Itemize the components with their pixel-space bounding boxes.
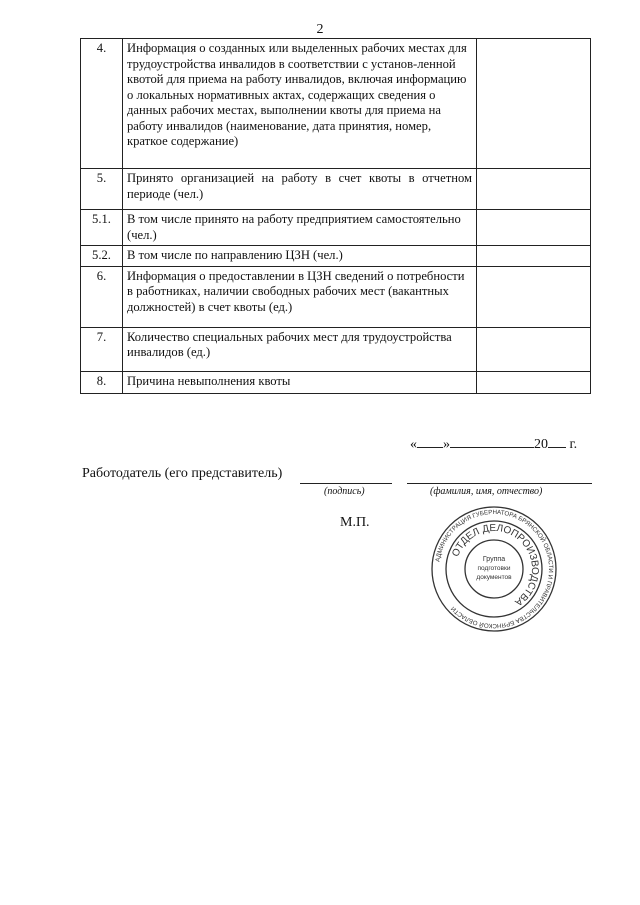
row-number: 7. [81,327,123,371]
full-name-caption: (фамилия, имя, отчество) [430,486,543,497]
row-description: Количество специальных рабочих мест для трудоустройства инвалидов (ед.) [123,327,477,371]
row-number: 5.2. [81,246,123,267]
row-value-cell [477,169,591,210]
table-row [81,246,591,267]
year-suffix: г. [569,437,578,452]
signature-caption: (подпись) [324,486,365,497]
stamp-center-line-2: подготовки [477,565,511,572]
date-close-quote: » [443,437,450,452]
row-value-cell [477,371,591,393]
table-row [81,266,591,327]
stamp-center-line-3: документов [476,574,512,581]
employer-label: Работодатель (его представитель) [82,466,283,481]
table-row [81,39,591,169]
row-number: 6. [81,266,123,327]
row-description: Принято организацией на работу в счет квоты в отчетном периоде (чел.) [123,169,477,210]
table-row [81,327,591,371]
row-description: В том числе по направлению ЦЗН (чел.) [123,246,477,267]
row-value-cell [477,327,591,371]
seal-place-label: М.П. [340,515,370,530]
row-description: Информация о созданных или выделенных рабочих местах для трудоустройства инвалидов в соответствии с установ-ленной квотой для приема на работу инвалидов, включая информацию о локальных нормативных актах, содержащих сведения о данных рабочих местах, выполнении квоты для приема на работу инвалидов (наименование, дата принятия, номер, краткое содержание) [123,39,477,169]
row-number: 5. [81,169,123,210]
row-description: В том числе принято на работу предприятием самостоятельно (чел.) [123,210,477,246]
row-value-cell [477,210,591,246]
date-line [410,433,577,453]
row-description: Информация о предоставлении в ЦЗН сведений о потребности в работниках, наличии свободных рабочих мест (вакантных должностей) в счет квоты (ед.) [123,266,477,327]
month-blank[interactable] [450,433,534,448]
page-number: 2 [316,22,324,37]
stamp-center-line-1: Группа [482,556,506,563]
row-value-cell [477,266,591,327]
row-number: 4. [81,39,123,169]
year-blank[interactable] [548,433,566,448]
quota-report-table [80,38,591,394]
table-row [81,210,591,246]
date-open-quote: « [410,437,417,452]
row-number: 5.1. [81,210,123,246]
day-blank[interactable] [417,433,443,448]
year-prefix: 20 [534,437,548,452]
row-value-cell [477,246,591,267]
row-description: Причина невыполнения квоты [123,371,477,393]
table-row [81,169,591,210]
table-row [81,371,591,393]
stamp-outer-text: АДМИНИСТРАЦИЯ ГУБЕРНАТОРА БРЯНСКОЙ ОБЛАСТИ И ПРАВИТЕЛЬСТВА БРЯНСКОЙ ОБЛАСТИ [434,508,555,630]
office-stamp [430,505,558,633]
row-number: 8. [81,371,123,393]
signature-line[interactable] [300,483,392,484]
stamp-middle-text: ОТДЕЛ ДЕЛОПРОИЗВОДСТВА [450,522,541,608]
full-name-line[interactable] [407,483,592,484]
row-value-cell [477,39,591,169]
